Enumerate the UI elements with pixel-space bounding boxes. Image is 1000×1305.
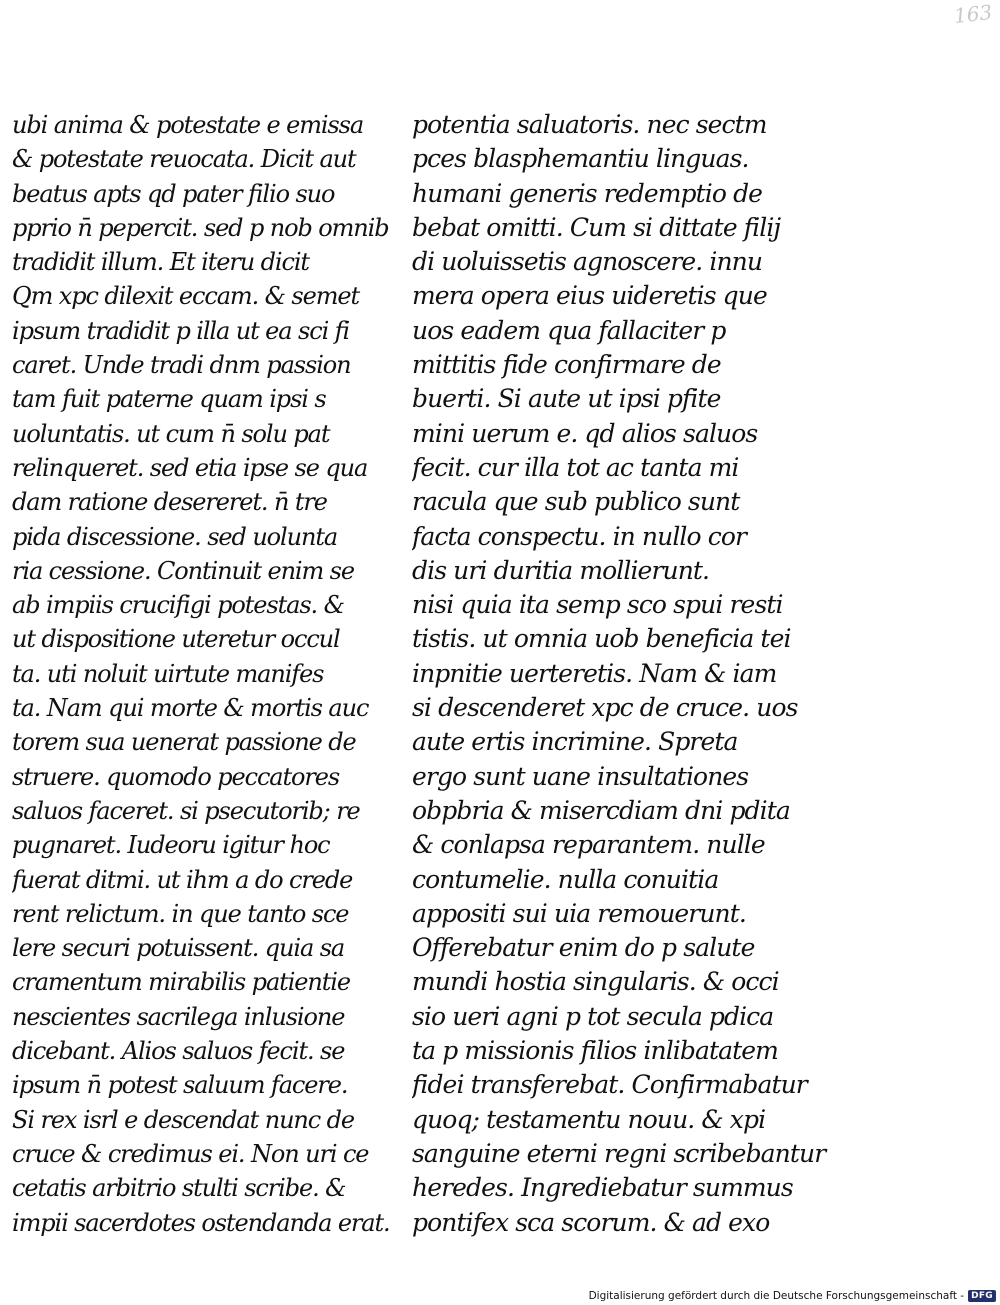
manuscript-line: pprio n̄ pepercit. sed p nob omnib xyxy=(12,213,389,242)
manuscript-line: mittitis fide confirmare de xyxy=(412,350,721,380)
manuscript-line: tam fuit paterne quam ipsi s xyxy=(12,385,326,414)
manuscript-line: fecit. cur illa tot ac tanta mi xyxy=(412,452,739,482)
manuscript-line: saluos faceret. si psecutorib; re xyxy=(12,796,360,825)
manuscript-line: appositi sui uia remouerunt. xyxy=(412,898,746,928)
manuscript-line: ipsum n̄ potest saluum facere. xyxy=(12,1071,348,1100)
manuscript-line: buerti. Si aute ut ipsi pfite xyxy=(412,384,721,414)
manuscript-line: ab impiis crucifigi potestas. & xyxy=(12,591,344,620)
manuscript-line: ipsum tradidit p illa ut ea sci fi xyxy=(12,316,350,345)
dfg-logo: DFG xyxy=(968,1290,996,1302)
manuscript-line: uos eadem qua fallaciter p xyxy=(412,315,726,345)
manuscript-line: relinqueret. sed etia ipse se qua xyxy=(12,453,368,482)
manuscript-line: & potestate reuocata. Dicit aut xyxy=(12,145,356,174)
folio-number: 163 xyxy=(952,0,994,28)
manuscript-line: dicebant. Alios saluos fecit. se xyxy=(12,1037,345,1066)
manuscript-line: pces blasphemantiu linguas. xyxy=(412,144,749,174)
manuscript-line: inpnitie uerteretis. Nam & iam xyxy=(412,658,777,688)
manuscript-line: ta p missionis filios inlibatatem xyxy=(412,1036,778,1066)
manuscript-line: rent relictum. in que tanto sce xyxy=(12,899,349,928)
manuscript-line: ubi anima & potestate e emissa xyxy=(12,111,364,139)
manuscript-line: & conlapsa reparantem. nulle xyxy=(412,830,765,860)
manuscript-line: torem sua uenerat passione de xyxy=(12,728,356,757)
manuscript-line: ta. Nam qui morte & mortis auc xyxy=(12,694,369,723)
manuscript-line: ta. uti noluit uirtute manifes xyxy=(12,659,324,688)
manuscript-line: ut dispositione uteretur occul xyxy=(12,625,340,654)
manuscript-line: ria cessione. Continuit enim se xyxy=(12,556,355,585)
funding-credit: Digitalisierung gefördert durch die Deutsche Forschungsgemeinschaft - xyxy=(588,1290,965,1302)
manuscript-line: mera opera eius uideretis que xyxy=(412,281,767,311)
manuscript-line: lere securi potuissent. quia sa xyxy=(12,934,345,963)
manuscript-line: struere. quomodo peccatores xyxy=(12,762,340,791)
manuscript-line: cruce & credimus ei. Non uri ce xyxy=(12,1139,369,1168)
manuscript-line: caret. Unde tradi dnm passion xyxy=(12,351,351,380)
manuscript-line: uoluntatis. ut cum n̄ solu pat xyxy=(12,419,330,448)
manuscript-line: dam ratione desereret. n̄ tre xyxy=(12,488,327,517)
manuscript-line: potentia saluatoris. nec sectm xyxy=(412,110,767,139)
manuscript-line: tradidit illum. Et iteru dicit xyxy=(12,248,309,277)
manuscript-line: dis uri duritia mollierunt. xyxy=(412,555,710,585)
manuscript-line: nescientes sacrilega inlusione xyxy=(12,1002,345,1031)
manuscript-line: di uoluissetis agnoscere. innu xyxy=(412,247,763,277)
manuscript-line: cramentum mirabilis patientie xyxy=(12,968,350,997)
manuscript-line: fuerat ditmi. ut ihm a do crede xyxy=(12,865,353,894)
manuscript-line: impii sacerdotes ostendanda erat. xyxy=(12,1208,390,1237)
manuscript-line: mundi hostia singularis. & occi xyxy=(412,967,779,997)
manuscript-line: ergo sunt uane insultationes xyxy=(412,761,749,791)
manuscript-line: contumelie. nulla conuitia xyxy=(412,864,719,894)
manuscript-line: heredes. Ingrediebatur summus xyxy=(412,1173,793,1203)
manuscript-line: Qm xpc dilexit eccam. & semet xyxy=(12,282,360,311)
manuscript-line: Si rex isrl e descendat nunc de xyxy=(12,1105,355,1134)
manuscript-line: obpbria & misercdiam dni pdita xyxy=(412,795,790,825)
manuscript-line: pugnaret. Iudeoru igitur hoc xyxy=(12,831,330,860)
manuscript-line: sio ueri agni p tot secula pdica xyxy=(412,1001,774,1031)
manuscript-line: si descenderet xpc de cruce. uos xyxy=(412,693,798,723)
manuscript-line: humani generis redemptio de xyxy=(412,178,763,208)
manuscript-line: Offerebatur enim do p salute xyxy=(412,933,755,963)
manuscript-line: fidei transferebat. Confirmabatur xyxy=(412,1070,807,1100)
manuscript-line: sanguine eterni regni scribebantur xyxy=(412,1138,826,1168)
manuscript-line: aute ertis incrimine. Spreta xyxy=(412,727,738,757)
manuscript-line: beatus apts qd pater filio suo xyxy=(12,179,335,208)
manuscript-line: racula que sub publico sunt xyxy=(412,487,740,517)
right-text-column xyxy=(412,108,832,1240)
left-text-column xyxy=(12,108,397,1240)
manuscript-line: nisi quia ita semp sco spui resti xyxy=(412,590,783,620)
manuscript-line: pida discessione. sed uolunta xyxy=(12,522,338,551)
manuscript-line: facta conspectu. in nullo cor xyxy=(412,521,747,551)
manuscript-line: mini uerum e. qd alios saluos xyxy=(412,418,758,448)
manuscript-line: bebat omitti. Cum si dittate filij xyxy=(412,212,781,242)
manuscript-line: tistis. ut omnia uob beneficia tei xyxy=(412,624,791,654)
manuscript-line: cetatis arbitrio stulti scribe. & xyxy=(12,1174,346,1203)
manuscript-line: pontifex sca scorum. & ad exo xyxy=(412,1207,770,1237)
manuscript-line: quoq; testamentu nouu. & xpi xyxy=(412,1104,766,1134)
digitization-footer xyxy=(0,1283,1000,1305)
